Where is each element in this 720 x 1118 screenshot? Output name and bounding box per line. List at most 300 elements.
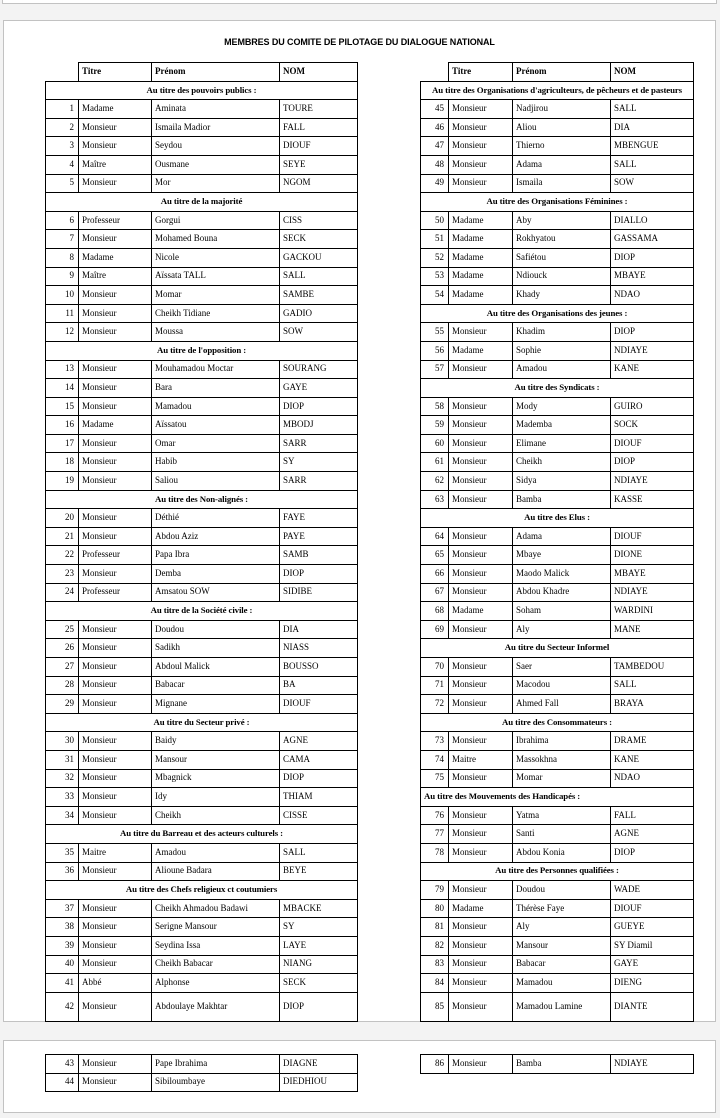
member-row — [421, 137, 694, 156]
member-nom: DIOP — [611, 453, 694, 472]
member-row — [421, 918, 694, 937]
member-prenom: Idy — [152, 788, 280, 807]
member-titre: Madame — [449, 248, 513, 267]
section-header: Au titre des Organisations des jeunes : — [421, 304, 694, 323]
member-nom: NGOM — [280, 174, 358, 193]
member-nom: SOW — [280, 323, 358, 342]
column-header-titre: Titre — [79, 63, 152, 82]
member-nom: DIOP — [280, 992, 358, 1021]
member-prenom: Mamadou Lamine — [513, 992, 611, 1021]
section-header: Au titre du Secteur privé : — [46, 713, 358, 732]
section-header: Au titre de la majorité — [46, 193, 358, 212]
member-row — [46, 676, 358, 695]
member-row — [421, 695, 694, 714]
member-row — [421, 806, 694, 825]
member-prenom: Mansour — [152, 750, 280, 769]
member-nom: TAMBEDOU — [611, 658, 694, 677]
member-row — [46, 565, 358, 584]
member-number: 39 — [46, 936, 79, 955]
member-row — [46, 397, 358, 416]
member-row — [46, 936, 358, 955]
member-nom: SY — [280, 453, 358, 472]
member-prenom: Massokhna — [513, 750, 611, 769]
member-number: 82 — [421, 936, 449, 955]
member-nom: NDIAYE — [611, 1055, 694, 1074]
member-prenom: Maodo Malick — [513, 565, 611, 584]
member-prenom: Ibrahima — [513, 732, 611, 751]
member-prenom: Mor — [152, 174, 280, 193]
member-nom: SY — [280, 918, 358, 937]
member-titre: Madame — [449, 230, 513, 249]
member-number: 16 — [46, 416, 79, 435]
member-titre: Monsieur — [449, 118, 513, 137]
previous-page-bottom-edge — [2, 0, 717, 4]
section-header-row — [421, 379, 694, 398]
member-prenom: Papa Ibra — [152, 546, 280, 565]
member-number: 4 — [46, 155, 79, 174]
member-row — [421, 676, 694, 695]
member-number: 75 — [421, 769, 449, 788]
member-row — [421, 118, 694, 137]
member-number: 51 — [421, 230, 449, 249]
member-number: 3 — [46, 137, 79, 156]
member-prenom: Sadikh — [152, 639, 280, 658]
member-titre: Monsieur — [449, 490, 513, 509]
section-header-row — [421, 639, 694, 658]
member-titre: Monsieur — [79, 750, 152, 769]
member-titre: Monsieur — [449, 434, 513, 453]
member-titre: Monsieur — [79, 472, 152, 491]
member-row — [46, 639, 358, 658]
member-nom: DIOUF — [611, 527, 694, 546]
member-prenom: Thierno — [513, 137, 611, 156]
member-prenom: Cheikh Babacar — [152, 955, 280, 974]
member-titre: Monsieur — [79, 230, 152, 249]
member-nom: DIOP — [280, 565, 358, 584]
member-row — [46, 155, 358, 174]
member-row — [46, 379, 358, 398]
member-row — [46, 137, 358, 156]
section-header-row — [46, 490, 358, 509]
member-titre: Monsieur — [449, 918, 513, 937]
section-header-row — [46, 881, 358, 900]
column-header-spacer — [421, 63, 449, 82]
section-header-row — [46, 602, 358, 621]
member-row — [421, 565, 694, 584]
member-nom: MBACKE — [280, 899, 358, 918]
member-prenom: Ismaila — [513, 174, 611, 193]
member-number: 54 — [421, 286, 449, 305]
member-nom: CISSE — [280, 806, 358, 825]
section-header: Au titre des Organisations d'agriculteurs, de pêcheurs et de pasteurs — [421, 81, 694, 100]
member-row — [421, 974, 694, 993]
column-header-nom: NOM — [280, 63, 358, 82]
member-titre: Monsieur — [449, 620, 513, 639]
member-prenom: Saliou — [152, 472, 280, 491]
member-prenom: Ismaila Madior — [152, 118, 280, 137]
member-nom: CAMA — [280, 750, 358, 769]
member-number: 58 — [421, 397, 449, 416]
member-titre: Monsieur — [79, 918, 152, 937]
member-number: 13 — [46, 360, 79, 379]
member-prenom: Mbaye — [513, 546, 611, 565]
member-row — [46, 788, 358, 807]
member-row — [421, 490, 694, 509]
member-prenom: Amsatou SOW — [152, 583, 280, 602]
member-number: 2 — [46, 118, 79, 137]
section-header: Au titre des Non-alignés : — [46, 490, 358, 509]
member-number: 56 — [421, 341, 449, 360]
member-nom: MBAYE — [611, 565, 694, 584]
section-header-row — [421, 713, 694, 732]
member-prenom: Bamba — [513, 1055, 611, 1074]
member-number: 69 — [421, 620, 449, 639]
member-prenom: Mbagnick — [152, 769, 280, 788]
member-prenom: Aliou — [513, 118, 611, 137]
member-prenom: Mansour — [513, 936, 611, 955]
member-nom: NDAO — [611, 769, 694, 788]
member-nom: NIASS — [280, 639, 358, 658]
member-titre: Monsieur — [79, 174, 152, 193]
member-prenom: Sibiloumbaye — [152, 1073, 280, 1092]
member-number: 83 — [421, 955, 449, 974]
member-row — [421, 248, 694, 267]
member-number: 37 — [46, 899, 79, 918]
member-titre: Professeur — [79, 211, 152, 230]
member-row — [421, 602, 694, 621]
member-number: 36 — [46, 862, 79, 881]
member-number: 15 — [46, 397, 79, 416]
member-number: 32 — [46, 769, 79, 788]
member-prenom: Aby — [513, 211, 611, 230]
member-nom: SALL — [611, 155, 694, 174]
member-titre: Monsieur — [449, 658, 513, 677]
member-nom: SAMB — [280, 546, 358, 565]
section-header-row — [46, 713, 358, 732]
member-prenom: Ousmane — [152, 155, 280, 174]
section-header: Au titre des Consommateurs : — [421, 713, 694, 732]
member-prenom: Alioune Badara — [152, 862, 280, 881]
member-titre: Monsieur — [79, 304, 152, 323]
member-nom: DIALLO — [611, 211, 694, 230]
member-number: 60 — [421, 434, 449, 453]
member-nom: GAYE — [611, 955, 694, 974]
member-nom: DIA — [611, 118, 694, 137]
member-number: 49 — [421, 174, 449, 193]
member-prenom: Moussa — [152, 323, 280, 342]
member-row — [421, 360, 694, 379]
member-number: 50 — [421, 211, 449, 230]
member-titre: Monsieur — [449, 974, 513, 993]
member-number: 86 — [421, 1055, 449, 1074]
member-row — [46, 360, 358, 379]
member-number: 80 — [421, 899, 449, 918]
member-row — [46, 732, 358, 751]
member-prenom: Adama — [513, 527, 611, 546]
member-number: 84 — [421, 974, 449, 993]
member-titre: Monsieur — [79, 732, 152, 751]
member-prenom: Babacar — [513, 955, 611, 974]
section-header-row — [421, 788, 694, 807]
member-nom: MANE — [611, 620, 694, 639]
member-row — [421, 100, 694, 119]
member-number: 14 — [46, 379, 79, 398]
member-nom: SEYE — [280, 155, 358, 174]
member-number: 38 — [46, 918, 79, 937]
member-row — [46, 248, 358, 267]
section-header-row — [421, 509, 694, 528]
member-row — [46, 1073, 358, 1092]
member-prenom: Doudou — [513, 881, 611, 900]
member-row — [46, 806, 358, 825]
member-row — [46, 843, 358, 862]
member-nom: MBODJ — [280, 416, 358, 435]
column-header-row — [421, 63, 694, 82]
member-prenom: Bara — [152, 379, 280, 398]
member-row — [46, 267, 358, 286]
member-titre: Maitre — [79, 843, 152, 862]
column-header-titre: Titre — [449, 63, 513, 82]
member-titre: Madame — [79, 416, 152, 435]
member-prenom: Nicole — [152, 248, 280, 267]
member-prenom: Elimane — [513, 434, 611, 453]
member-titre: Monsieur — [79, 137, 152, 156]
member-titre: Monsieur — [449, 806, 513, 825]
member-prenom: Habib — [152, 453, 280, 472]
member-row — [46, 286, 358, 305]
member-row — [46, 918, 358, 937]
member-nom: SALL — [611, 676, 694, 695]
member-prenom: Doudou — [152, 620, 280, 639]
member-row — [421, 341, 694, 360]
member-number: 53 — [421, 267, 449, 286]
member-nom: DIEDHIOU — [280, 1073, 358, 1092]
member-prenom: Abdou Aziz — [152, 527, 280, 546]
member-row — [46, 304, 358, 323]
member-titre: Monsieur — [79, 788, 152, 807]
member-number: 67 — [421, 583, 449, 602]
member-prenom: Momar — [152, 286, 280, 305]
member-number: 55 — [421, 323, 449, 342]
member-nom: BOUSSO — [280, 658, 358, 677]
member-titre: Monsieur — [79, 453, 152, 472]
member-nom: BA — [280, 676, 358, 695]
member-titre: Monsieur — [79, 397, 152, 416]
member-titre: Maitre — [449, 750, 513, 769]
member-prenom: Yatma — [513, 806, 611, 825]
member-titre: Monsieur — [449, 955, 513, 974]
member-titre: Monsieur — [79, 434, 152, 453]
member-row — [421, 620, 694, 639]
member-row — [421, 546, 694, 565]
member-row — [46, 472, 358, 491]
member-prenom: Abdou Khadre — [513, 583, 611, 602]
section-header: Au titre des Organisations Féminines : — [421, 193, 694, 212]
member-row — [421, 434, 694, 453]
member-nom: SOURANG — [280, 360, 358, 379]
member-row — [46, 509, 358, 528]
member-titre: Monsieur — [79, 1055, 152, 1074]
member-number: 24 — [46, 583, 79, 602]
member-nom: SY Diamil — [611, 936, 694, 955]
section-header: Au titre des Chefs religieux ct coutumiers — [46, 881, 358, 900]
member-row — [421, 936, 694, 955]
member-number: 45 — [421, 100, 449, 119]
member-number: 26 — [46, 639, 79, 658]
member-titre: Monsieur — [449, 825, 513, 844]
member-row — [46, 899, 358, 918]
member-titre: Monsieur — [449, 527, 513, 546]
section-header-row — [46, 825, 358, 844]
member-titre: Monsieur — [79, 1073, 152, 1092]
members-table-page1-left — [45, 62, 358, 1022]
member-number: 74 — [421, 750, 449, 769]
member-nom: DIONE — [611, 546, 694, 565]
member-number: 79 — [421, 881, 449, 900]
member-number: 42 — [46, 992, 79, 1021]
member-number: 44 — [46, 1073, 79, 1092]
member-row — [421, 899, 694, 918]
member-prenom: Gorgui — [152, 211, 280, 230]
member-titre: Monsieur — [79, 379, 152, 398]
member-row — [421, 397, 694, 416]
member-titre: Monsieur — [79, 286, 152, 305]
member-nom: SECK — [280, 974, 358, 993]
member-titre: Monsieur — [79, 360, 152, 379]
member-titre: Monsieur — [79, 695, 152, 714]
member-row — [46, 546, 358, 565]
member-titre: Madame — [79, 248, 152, 267]
member-titre: Monsieur — [79, 620, 152, 639]
member-number: 73 — [421, 732, 449, 751]
member-nom: GACKOU — [280, 248, 358, 267]
member-titre: Monsieur — [449, 137, 513, 156]
member-row — [421, 992, 694, 1021]
member-number: 28 — [46, 676, 79, 695]
member-row — [46, 230, 358, 249]
member-titre: Monsieur — [449, 323, 513, 342]
member-number: 61 — [421, 453, 449, 472]
member-number: 18 — [46, 453, 79, 472]
member-nom: GUIRO — [611, 397, 694, 416]
member-prenom: Khady — [513, 286, 611, 305]
member-number: 1 — [46, 100, 79, 119]
member-prenom: Mody — [513, 397, 611, 416]
section-header: Au titre de la Société civile : — [46, 602, 358, 621]
member-row — [46, 527, 358, 546]
section-header: Au titre de l'opposition : — [46, 341, 358, 360]
column-header-row — [46, 63, 358, 82]
member-nom: AGNE — [280, 732, 358, 751]
member-number: 70 — [421, 658, 449, 677]
member-titre: Maître — [79, 267, 152, 286]
member-row — [46, 211, 358, 230]
member-titre: Madame — [449, 286, 513, 305]
member-prenom: Amadou — [513, 360, 611, 379]
member-row — [421, 211, 694, 230]
member-row — [421, 472, 694, 491]
section-header-row — [46, 193, 358, 212]
section-header: Au titre des Mouvements des Handicapés : — [421, 788, 694, 807]
member-prenom: Déthié — [152, 509, 280, 528]
member-nom: THIAM — [280, 788, 358, 807]
member-nom: DIANTE — [611, 992, 694, 1021]
member-titre: Madame — [79, 100, 152, 119]
member-nom: GADIO — [280, 304, 358, 323]
column-header-spacer — [46, 63, 79, 82]
member-row — [46, 862, 358, 881]
member-prenom: Ahmed Fall — [513, 695, 611, 714]
member-row — [421, 825, 694, 844]
member-prenom: Sophie — [513, 341, 611, 360]
member-nom: GUEYE — [611, 918, 694, 937]
member-prenom: Ndiouck — [513, 267, 611, 286]
member-nom: BEYE — [280, 862, 358, 881]
member-titre: Monsieur — [449, 992, 513, 1021]
member-titre: Abbé — [79, 974, 152, 993]
member-titre: Monsieur — [449, 472, 513, 491]
member-number: 65 — [421, 546, 449, 565]
member-nom: DIOUF — [280, 137, 358, 156]
member-number: 23 — [46, 565, 79, 584]
member-row — [421, 416, 694, 435]
member-row — [46, 174, 358, 193]
member-prenom: Macodou — [513, 676, 611, 695]
member-row — [421, 583, 694, 602]
member-prenom: Rokhyatou — [513, 230, 611, 249]
document-title: MEMBRES DU COMITE DE PILOTAGE DU DIALOGUE NATIONAL — [224, 37, 495, 47]
member-prenom: Demba — [152, 565, 280, 584]
member-nom: LAYE — [280, 936, 358, 955]
member-nom: DIA — [280, 620, 358, 639]
member-number: 81 — [421, 918, 449, 937]
member-titre: Madame — [449, 341, 513, 360]
member-row — [46, 118, 358, 137]
member-prenom: Seydina Issa — [152, 936, 280, 955]
member-titre: Madame — [449, 602, 513, 621]
member-prenom: Mignane — [152, 695, 280, 714]
member-row — [46, 769, 358, 788]
member-row — [46, 974, 358, 993]
member-row — [421, 323, 694, 342]
member-prenom: Mamadou — [513, 974, 611, 993]
member-titre: Monsieur — [449, 676, 513, 695]
member-prenom: Abdoulaye Makhtar — [152, 992, 280, 1021]
member-nom: DIOP — [611, 843, 694, 862]
member-titre: Monsieur — [79, 806, 152, 825]
member-nom: SALL — [280, 267, 358, 286]
member-titre: Monsieur — [449, 1055, 513, 1074]
member-row — [46, 992, 358, 1021]
member-nom: SECK — [280, 230, 358, 249]
member-prenom: Sidya — [513, 472, 611, 491]
member-number: 30 — [46, 732, 79, 751]
member-number: 27 — [46, 658, 79, 677]
member-number: 19 — [46, 472, 79, 491]
member-number: 41 — [46, 974, 79, 993]
column-header-prenom: Prénom — [513, 63, 611, 82]
member-titre: Monsieur — [79, 899, 152, 918]
member-row — [46, 323, 358, 342]
member-prenom: Alphonse — [152, 974, 280, 993]
member-number: 35 — [46, 843, 79, 862]
member-prenom: Baidy — [152, 732, 280, 751]
member-row — [46, 100, 358, 119]
member-nom: SOCK — [611, 416, 694, 435]
member-number: 48 — [421, 155, 449, 174]
member-number: 10 — [46, 286, 79, 305]
member-row — [46, 1055, 358, 1074]
